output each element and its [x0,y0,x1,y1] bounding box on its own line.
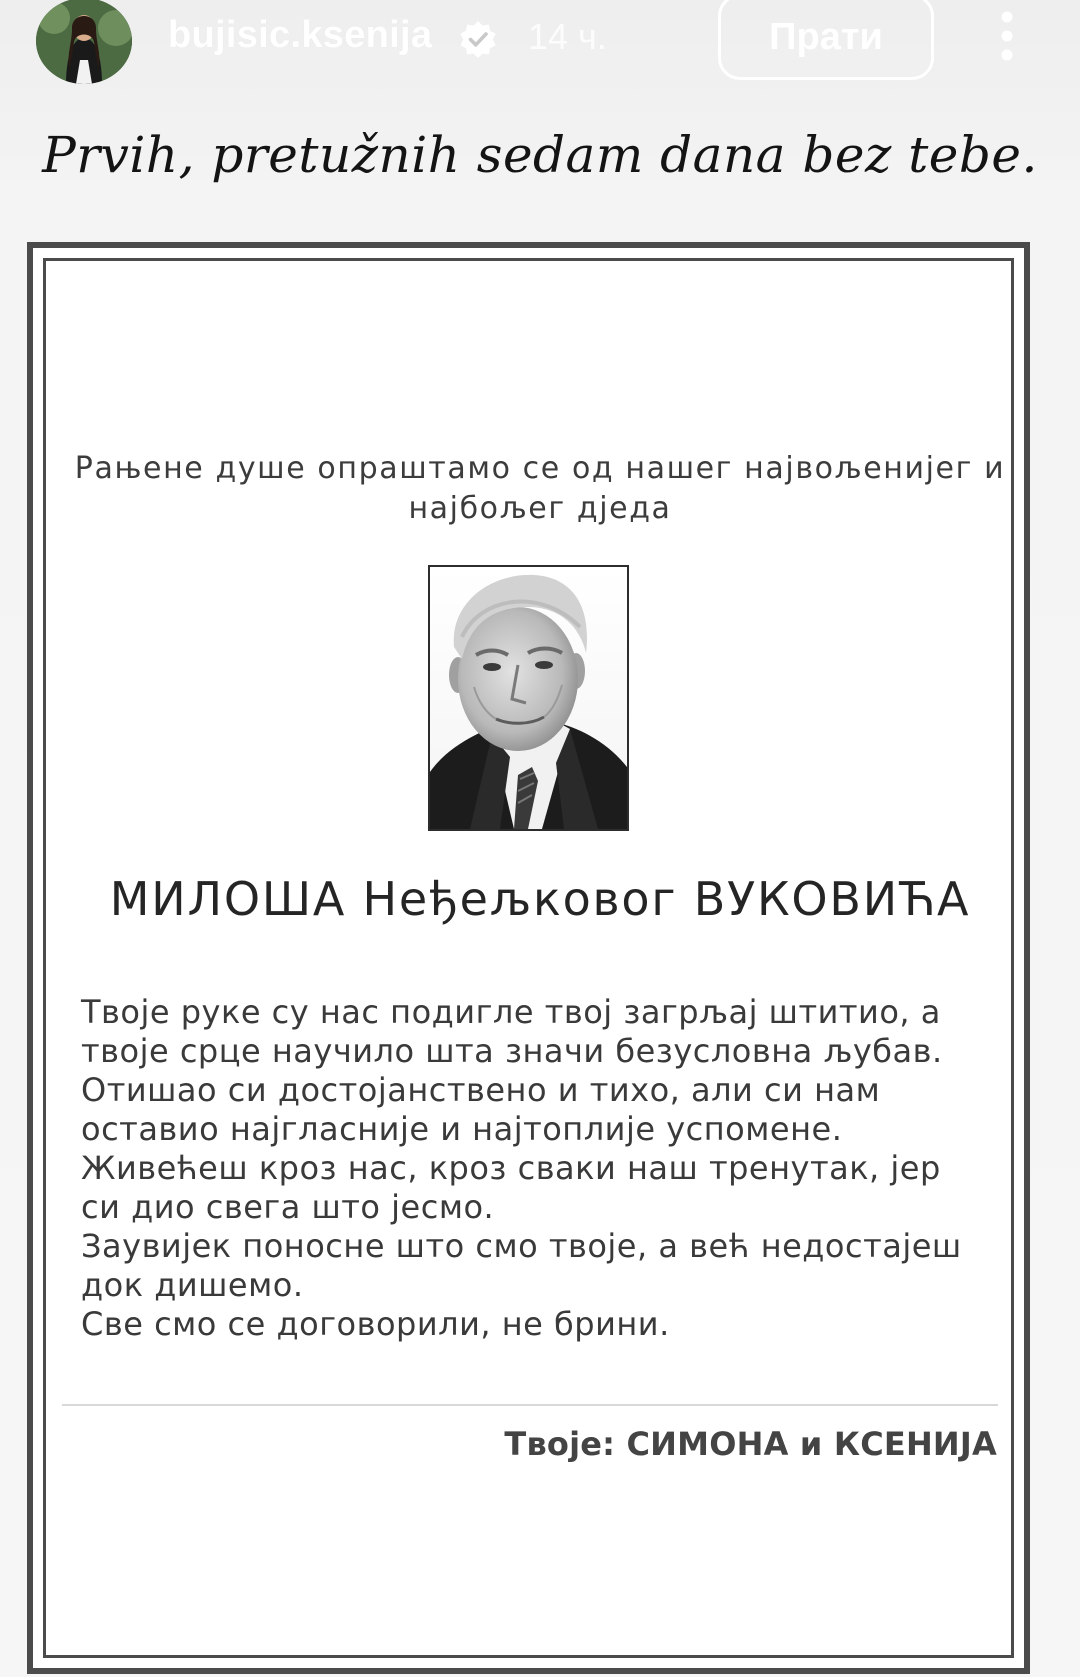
verse-line: Отишао си достојанствено и тихо, али си нам [81,1071,881,1109]
verse-line: твоје срце научило шта значи безусловна љубав. [81,1032,943,1070]
verified-badge-icon [459,20,497,58]
avatar-photo [36,0,132,84]
intro-line: најбољег дједа [408,491,672,526]
story-header [0,0,1080,90]
verse-line: Живећеш кроз нас, кроз сваки наш тренутак, јер [81,1149,941,1187]
follow-button[interactable]: Прати [718,0,934,80]
profile-avatar[interactable] [36,0,132,84]
memorial-portrait [428,565,629,831]
verse-line: Твоје руке су нас подигле твој загрљај штитио, а [81,993,941,1031]
verse-line: оставио најгласније и најтоплије успомене. [81,1110,843,1148]
username[interactable]: bujisic.ksenija [168,14,433,56]
verse-line: Све смо се договорили, не брини. [81,1305,670,1343]
deceased-name: МИЛОША Нeђељковог ВУКОВИЋА [109,872,971,926]
obituary-signature: Твоје: СИМОНА и КСЕНИЈА [504,1425,997,1463]
post-time: 14 ч. [528,16,607,57]
verse-line: си дио свега што јесмо. [81,1188,495,1226]
verse-line: док дишемо. [81,1266,304,1304]
obituary-intro [0,449,1080,529]
divider [62,1404,998,1406]
verse-line: Заувијек поносне што смо твоје, а већ недостајеш [81,1227,962,1265]
more-vertical-icon[interactable] [990,10,1024,62]
intro-line: Рањене душе опраштамо се од нашег највољенијег и [74,451,1006,486]
memorial-verse [81,993,962,1344]
story-caption: Prvih, pretužnih sedam dana bez tebe. [42,126,1038,184]
